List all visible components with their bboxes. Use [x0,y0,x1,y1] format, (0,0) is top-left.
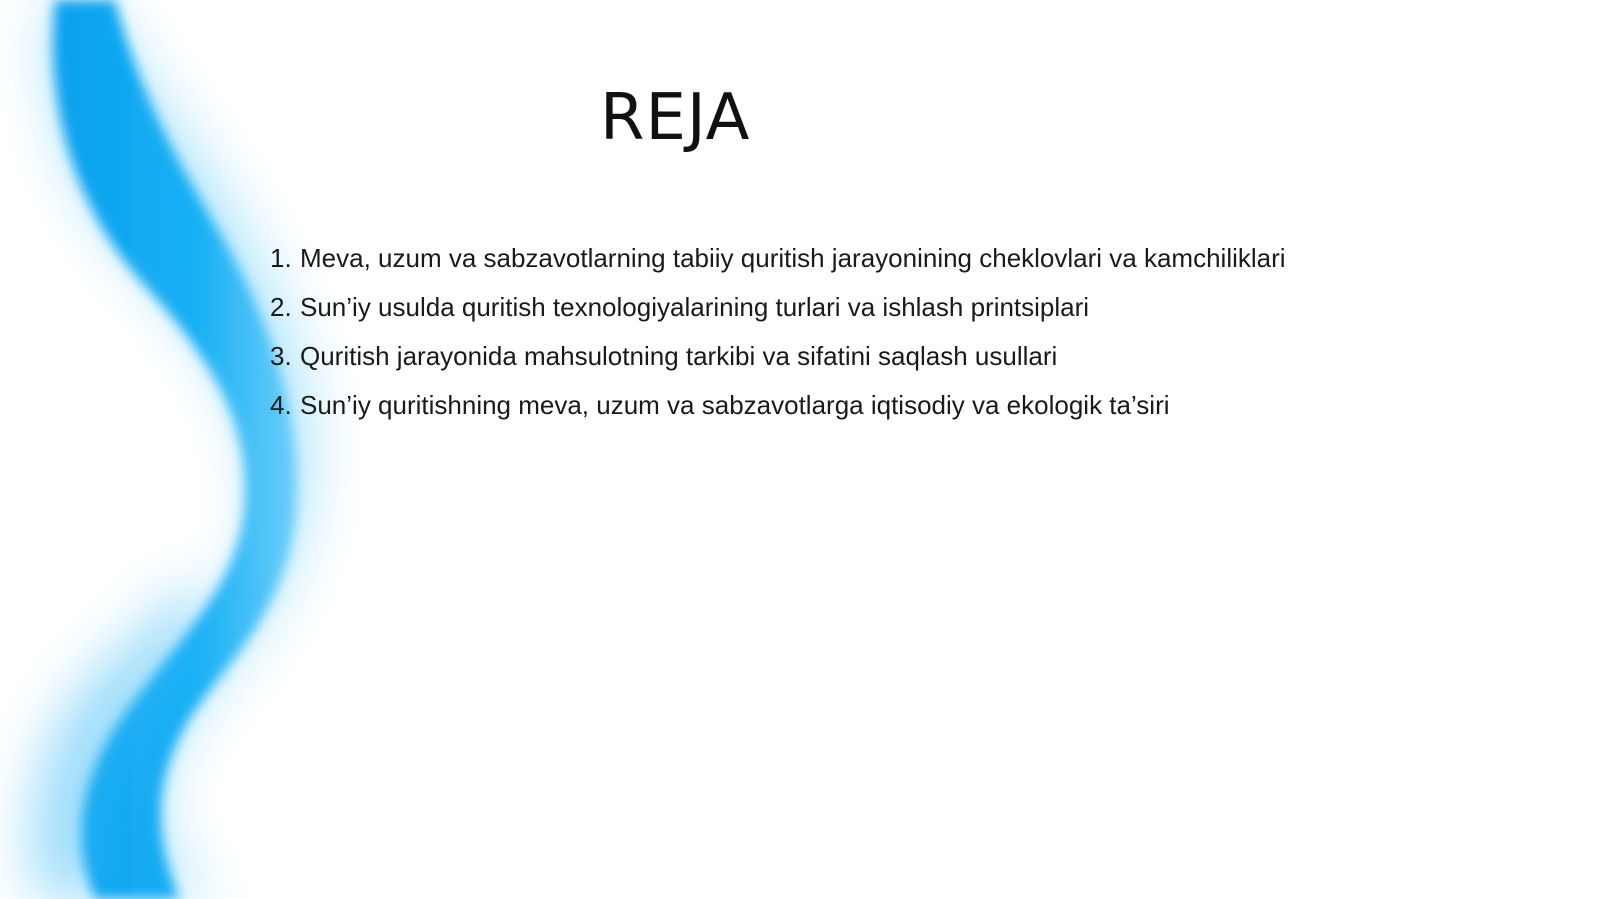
list-item-number: 4. [270,390,292,420]
plan-list [270,238,1286,434]
list-item [270,287,1286,336]
list-item-number: 1. [270,243,292,273]
list-item-text: Quritish jarayonida mahsulotning tarkibi va sifatini saqlash usullari [300,341,1058,371]
list-item [270,336,1286,385]
list-item-number: 3. [270,341,292,371]
list-item-text: Sun’iy quritishning meva, uzum va sabzavotlarga iqtisodiy va ekologik ta’siri [300,390,1170,420]
list-item [270,385,1286,434]
list-item [270,238,1286,287]
list-item-number: 2. [270,292,292,322]
list-item-text: Sun’iy usulda quritish texnologiyalarining turlari va ishlash printsiplari [300,292,1090,322]
slide-title: REJA [600,81,751,155]
list-item-text: Meva, uzum va sabzavotlarning tabiiy quritish jarayonining cheklovlari va kamchiliklari [300,243,1286,273]
